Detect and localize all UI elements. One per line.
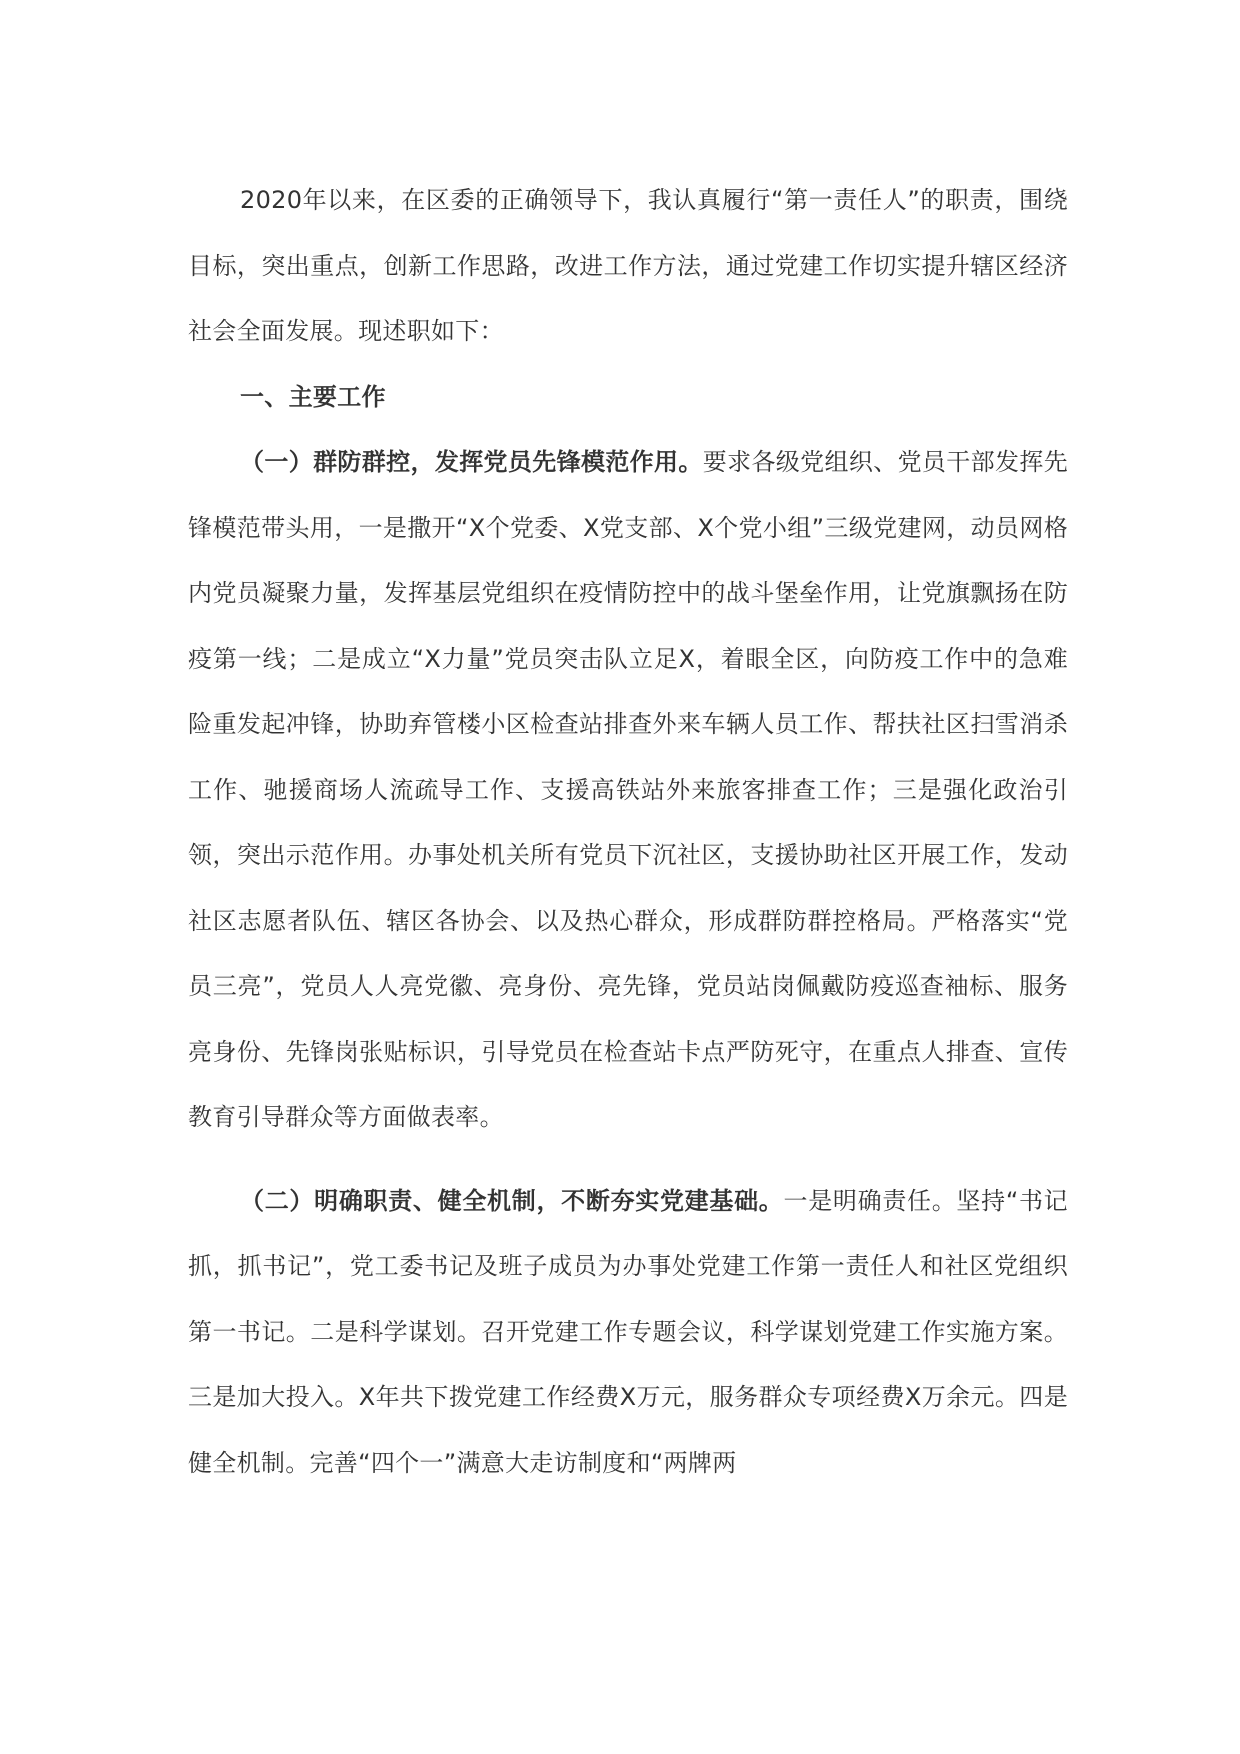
subsection-1-paragraph [188, 430, 1068, 1151]
intro-paragraph: 2020年以来，在区委的正确领导下，我认真履行“第一责任人”的职责，围绕目标，突出重点，创新工作思路，改进工作方法，通过党建工作切实提升辖区经济社会全面发展。现述职如下： [188, 186, 1068, 345]
subsection-1-body: 要求各级党组织、党员干部发挥先锋模范带头用，一是撒开“X个党委、X党支部、X个党小组”三级党建网，动员网格内党员凝聚力量，发挥基层党组织在疫情防控中的战斗堡垒作用，让党旗飘扬在防疫第一线；二是成立“X力量”党员突击队立足X，着眼全区，向防疫工作中的急难险重发起冲锋，协助弃管楼小区检查站排查外来车辆人员工作、帮扶社区扫雪消杀工作、驰援商场人流疏导工作、支援高铁站外来旅客排查工作；三是强化政治引领，突出示范作用。办事处机关所有党员下沉社区，支援协助社区开展工作，发动社区志愿者队伍、辖区各协会、以及热心群众，形成群防群控格局。严格落实“党员三亮”，党员人人亮党徽、亮身份、亮先锋，党员站岗佩戴防疫巡查袖标、服务亮身份、先锋岗张贴标识，引导党员在检查站卡点严防死守，在重点人排查、宣传教育引导群众等方面做表率。 [188, 448, 1068, 1131]
subsection-2-lead: （二）明确职责、健全机制，不断夯实党建基础。 [240, 1186, 784, 1215]
section-heading-main-work: 一、主要工作 [240, 382, 386, 411]
subsection-2-paragraph [188, 1169, 1068, 1497]
document-body [188, 168, 1068, 1496]
subsection-2-body: 一是明确责任。坚持“书记抓，抓书记”，党工委书记及班子成员为办事处党建工作第一责任人和社区党组织第一书记。二是科学谋划。召开党建工作专题会议，科学谋划党建工作实施方案。三是加大投入。X年共下拨党建工作经费X万元，服务群众专项经费X万余元。四是健全机制。完善“四个一”满意大走访制度和“两牌两 [188, 1186, 1068, 1477]
subsection-1-lead: （一）群防群控，发挥党员先锋模范作用。 [240, 448, 703, 476]
